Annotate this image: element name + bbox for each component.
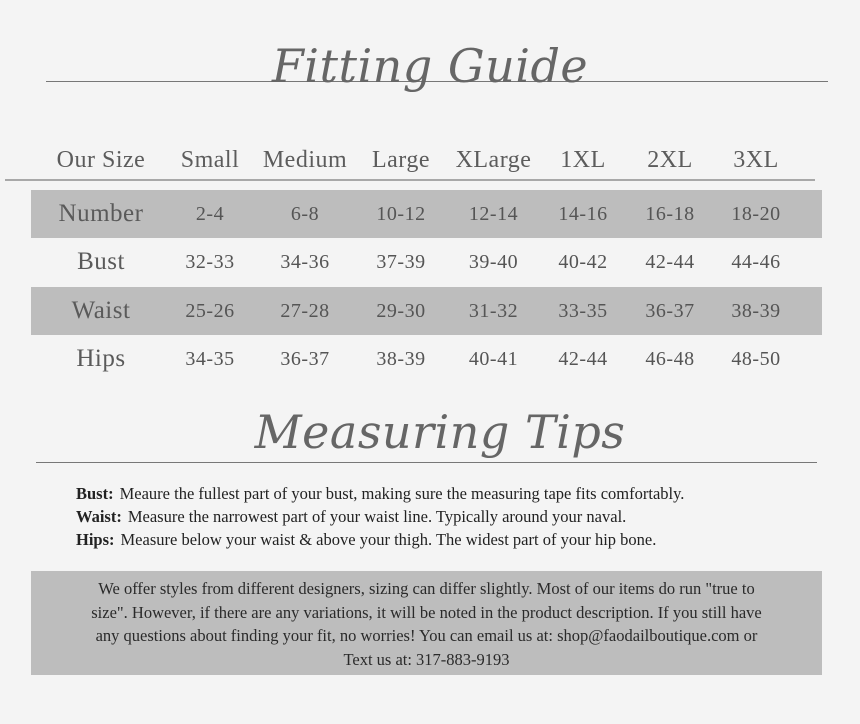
measuring-tips-list — [76, 482, 816, 551]
notice-line: any questions about finding your fit, no worries! You can email us at: shop@faodailboutique.com or — [95, 626, 758, 645]
tip-text: Measure the narrowest part of your waist line. Typically around your naval. — [127, 507, 627, 526]
table-cell: 14-16 — [558, 203, 608, 225]
measuring-tips-title: Measuring Tips — [254, 405, 626, 459]
notice-line: We offer styles from different designers, sizing can differ slightly. Most of our items do run "true to — [98, 579, 755, 598]
table-cell: 46-48 — [645, 348, 695, 370]
header-cell-small: Small — [180, 147, 240, 173]
table-cell: 10-12 — [376, 203, 426, 225]
tip-bust — [76, 482, 816, 505]
tip-label: Waist: — [76, 507, 122, 526]
table-cell: 48-50 — [731, 348, 781, 370]
notice-line: size". However, if there are any variations, it will be noted in the product description. If you still have — [91, 602, 762, 622]
table-cell: 39-40 — [468, 251, 519, 273]
header-cell-medium: Medium — [262, 147, 348, 173]
table-cell: 18-20 — [731, 203, 781, 225]
row-label: Waist — [71, 297, 131, 324]
table-cell: 34-35 — [185, 348, 235, 370]
table-cell: 34-36 — [280, 251, 330, 273]
header-cell-1xl: 1XL — [560, 147, 606, 173]
table-row-waist — [31, 287, 822, 335]
table-cell: 36-37 — [280, 348, 330, 370]
table-header-row — [31, 136, 822, 184]
table-row-number — [31, 190, 822, 238]
table-cell: 38-39 — [376, 348, 426, 370]
table-cell: 12-14 — [468, 203, 519, 225]
table-cell: 29-30 — [376, 300, 426, 322]
table-cell: 16-18 — [645, 203, 695, 225]
table-cell: 31-32 — [468, 300, 519, 322]
notice-line: Text us at: 317-883-9193 — [343, 649, 510, 669]
table-cell: 42-44 — [558, 348, 608, 370]
row-label: Hips — [76, 345, 126, 372]
row-label: Number — [58, 200, 144, 227]
table-cell: 2-4 — [195, 203, 225, 225]
table-row-bust — [31, 238, 822, 286]
header-cell-2xl: 2XL — [647, 147, 693, 173]
fit-notice-box — [31, 571, 822, 675]
tip-text: Meaure the fullest part of your bust, making sure the measuring tape fits comfortably. — [119, 484, 685, 503]
fitting-guide-title: Fitting Guide — [271, 39, 589, 93]
table-cell: 40-42 — [558, 251, 608, 273]
table-cell: 44-46 — [731, 251, 781, 273]
table-cell: 32-33 — [185, 251, 235, 273]
table-cell: 25-26 — [185, 300, 235, 322]
table-cell: 36-37 — [645, 300, 695, 322]
row-label: Bust — [77, 248, 125, 275]
tip-label: Bust: — [76, 484, 114, 503]
header-cell-xlarge: XLarge — [455, 147, 532, 173]
header-cell-3xl: 3XL — [733, 147, 779, 173]
tip-text: Measure below your waist & above your thigh. The widest part of your hip bone. — [120, 530, 657, 549]
table-cell: 40-41 — [468, 348, 519, 370]
table-cell: 37-39 — [376, 251, 426, 273]
table-row-hips — [31, 335, 822, 383]
table-cell: 6-8 — [290, 203, 320, 225]
table-cell: 27-28 — [280, 300, 330, 322]
table-cell: 33-35 — [558, 300, 608, 322]
tip-waist — [76, 505, 816, 528]
measuring-tips-divider — [36, 462, 817, 463]
header-cell-large: Large — [371, 147, 431, 173]
table-cell: 42-44 — [645, 251, 695, 273]
tip-label: Hips: — [76, 530, 115, 549]
tip-hips — [76, 528, 816, 551]
table-cell: 38-39 — [731, 300, 781, 322]
header-cell-our-size: Our Size — [56, 147, 146, 173]
